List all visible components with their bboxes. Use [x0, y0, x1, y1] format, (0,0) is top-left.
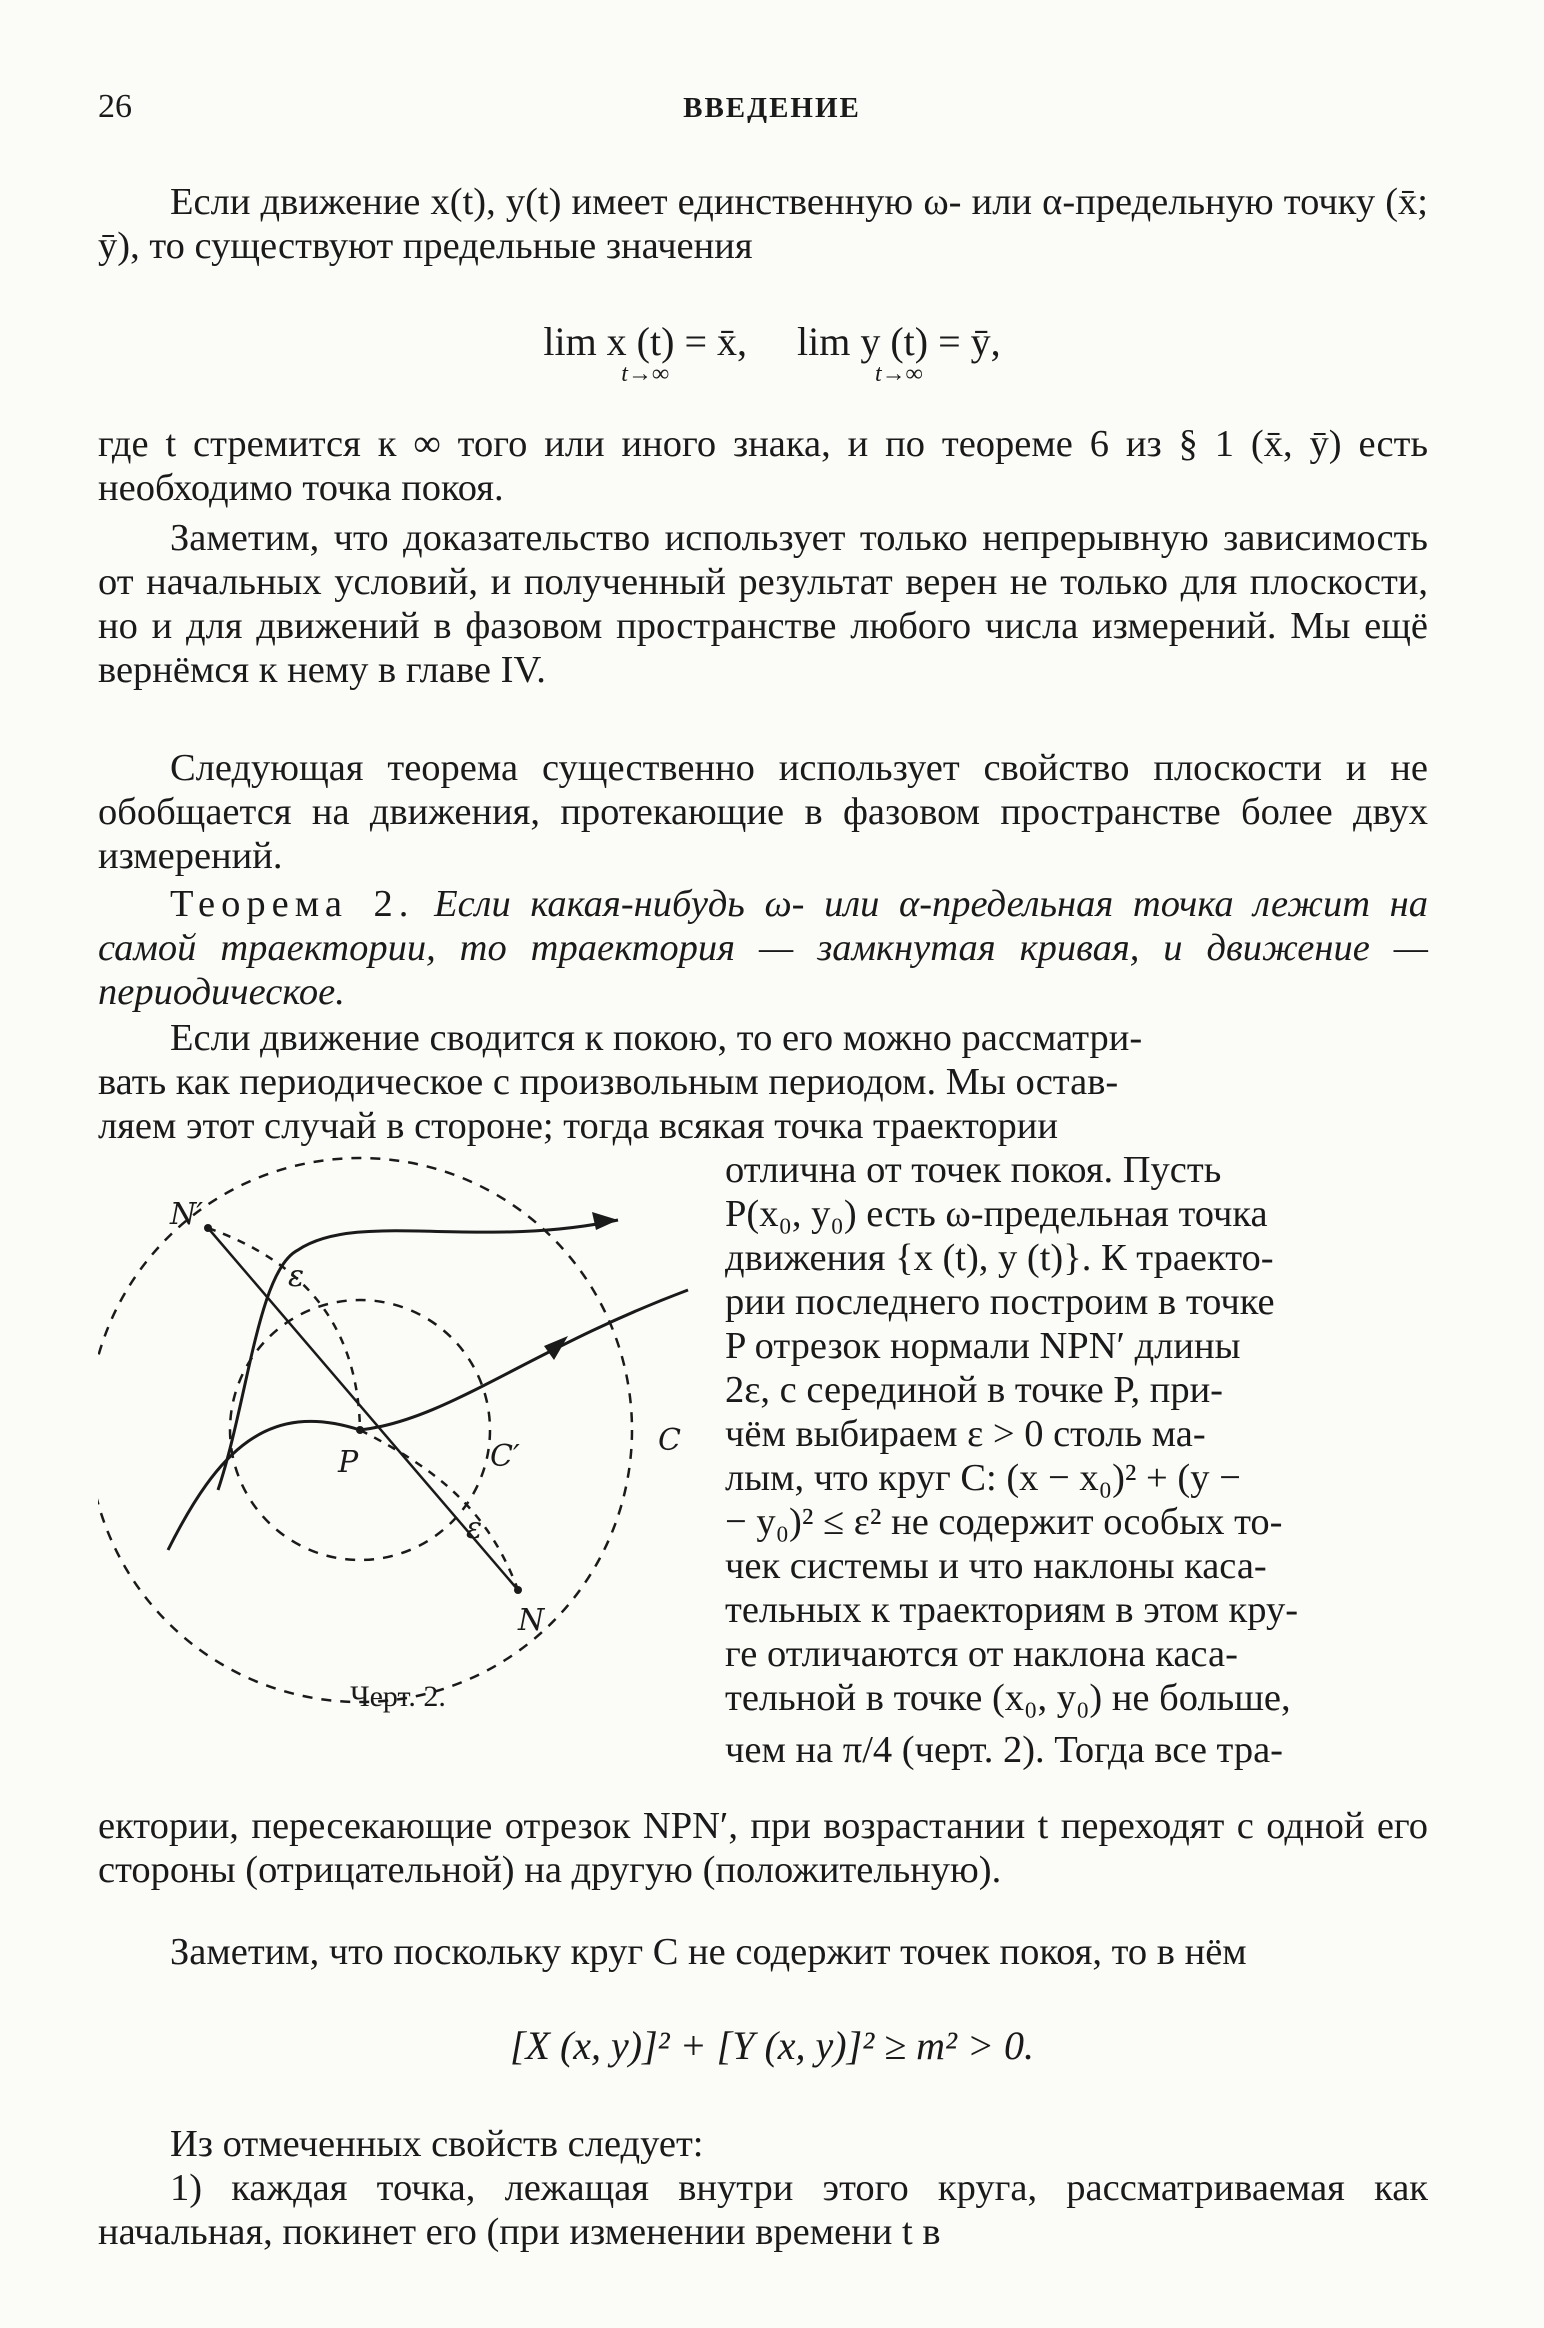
wrapped-line: P(x₀, y₀) есть ω-предельная точка	[725, 1193, 1268, 1235]
limit-y-sub: t→∞	[874, 361, 923, 387]
trajectory-upper	[218, 1220, 618, 1490]
dashed-arc-top	[208, 1228, 360, 1430]
limit-x-expr: lim x (t) = x̄,	[543, 319, 747, 364]
limit-y	[797, 318, 1001, 388]
limit-x	[543, 318, 747, 388]
equation-limits	[0, 318, 1544, 388]
limit-x-sub: t→∞	[621, 361, 670, 387]
paragraph-5-line: вать как периодическое с произвольным периодом. Мы остав-	[98, 1061, 1119, 1103]
theorem-text: Если какая-нибудь ω- или α-предельная точка лежит на самой траектории, то траектория — замкнутая кривая, и движение — периодическое.	[98, 883, 1429, 1013]
trajectory-through-p	[168, 1290, 688, 1550]
wrapped-line: − y₀)² ≤ ε² не содержит особых то-	[725, 1501, 1283, 1543]
paragraph-8: Из отмеченных свойств следует:	[170, 2123, 704, 2165]
wrapped-line: чем на π/4 (черт. 2). Тогда все тра-	[725, 1729, 1284, 1771]
label-p: P	[338, 1445, 359, 1480]
label-eps-bottom: ε	[466, 1511, 483, 1546]
wrapped-text	[725, 1148, 1428, 1772]
page-number: 26	[98, 88, 132, 125]
figure-2	[98, 1150, 738, 1720]
limit-y-expr: lim y (t) = ȳ,	[797, 319, 1001, 364]
paragraph-7: Заметим, что поскольку круг C не содержит точек покоя, то в нём	[170, 1931, 1247, 1973]
figure-caption: Черт. 2.	[350, 1680, 446, 1713]
wrapped-line: рии последнего построим в точке	[725, 1281, 1275, 1323]
wrapped-line: отлична от точек покоя. Пусть	[725, 1149, 1222, 1191]
paragraph-5	[98, 1016, 1428, 1148]
paragraph-9: 1) каждая точка, лежащая внутри этого круга, рассматриваемая как начальная, покинет его (при изменении времени t в	[98, 2167, 1428, 2253]
wrapped-line: лым, что круг C: (x − x₀)² + (y −	[725, 1457, 1241, 1499]
equation-inequality: [X (x, y)]² + [Y (x, y)]² ≥ m² > 0.	[509, 2023, 1035, 2068]
paragraph-5-line: Если движение сводится к покою, то его можно рассматри-	[170, 1017, 1143, 1059]
theorem-label: Теорема 2.	[170, 883, 415, 925]
point-n-prime	[204, 1224, 212, 1232]
paragraph-4: Следующая теорема существенно использует свойство плоскости и не обобщается на движения, протекающие в фазовом пространстве более двух измерений.	[98, 747, 1428, 877]
theorem-2	[98, 882, 1428, 1014]
label-n-prime: N′	[170, 1197, 204, 1232]
wrapped-line: тельных к траекториям в этом кру-	[725, 1589, 1299, 1631]
wrapped-line: тельной в точке (x₀, y₀) не больше,	[725, 1677, 1291, 1719]
wrapped-line: чек системы и что наклоны каса-	[725, 1545, 1267, 1587]
paragraph-1: Если движение x(t), y(t) имеет единственную ω- или α-предельную точку (x̄; ȳ), то существуют предельные значения	[98, 181, 1428, 267]
label-c: C	[658, 1423, 681, 1458]
paragraph-5-line: ляем этот случай в стороне; тогда всякая точка траектории	[98, 1105, 1058, 1147]
wrapped-line: P отрезок нормали NPN′ длины	[725, 1325, 1241, 1367]
wrapped-line: чём выбираем ε > 0 столь ма-	[725, 1413, 1206, 1455]
point-n	[514, 1586, 522, 1594]
wrapped-line: движения {x (t), y (t)}. К траекто-	[725, 1237, 1274, 1279]
running-title: ВВЕДЕНИЕ	[683, 92, 861, 124]
label-n: N	[518, 1603, 545, 1638]
paragraph-6: ектории, пересекающие отрезок NPN′, при возрастании t переходят с одной его стороны (отрицательной) на другую (положительную).	[98, 1805, 1428, 1891]
paragraph-2: где t стремится к ∞ того или иного знака, и по теореме 6 из § 1 (x̄, ȳ) есть необходимо точка покоя.	[98, 423, 1428, 509]
wrapped-line: ге отличаются от наклона каса-	[725, 1633, 1238, 1675]
arrowhead-lower	[544, 1336, 568, 1360]
arrowhead-upper	[592, 1212, 618, 1230]
label-eps-top: ε	[288, 1259, 305, 1294]
paragraph-3: Заметим, что доказательство использует только непрерывную зависимость от начальных условий, и полученный результат верен не только для плоскости, но и для движений в фазовом пространстве любого числа измерений. Мы ещё вернёмся к нему в главе IV.	[98, 517, 1428, 691]
point-p	[356, 1426, 364, 1434]
wrapped-line: 2ε, с серединой в точке P, при-	[725, 1369, 1223, 1411]
label-c-prime: C′	[490, 1439, 520, 1474]
